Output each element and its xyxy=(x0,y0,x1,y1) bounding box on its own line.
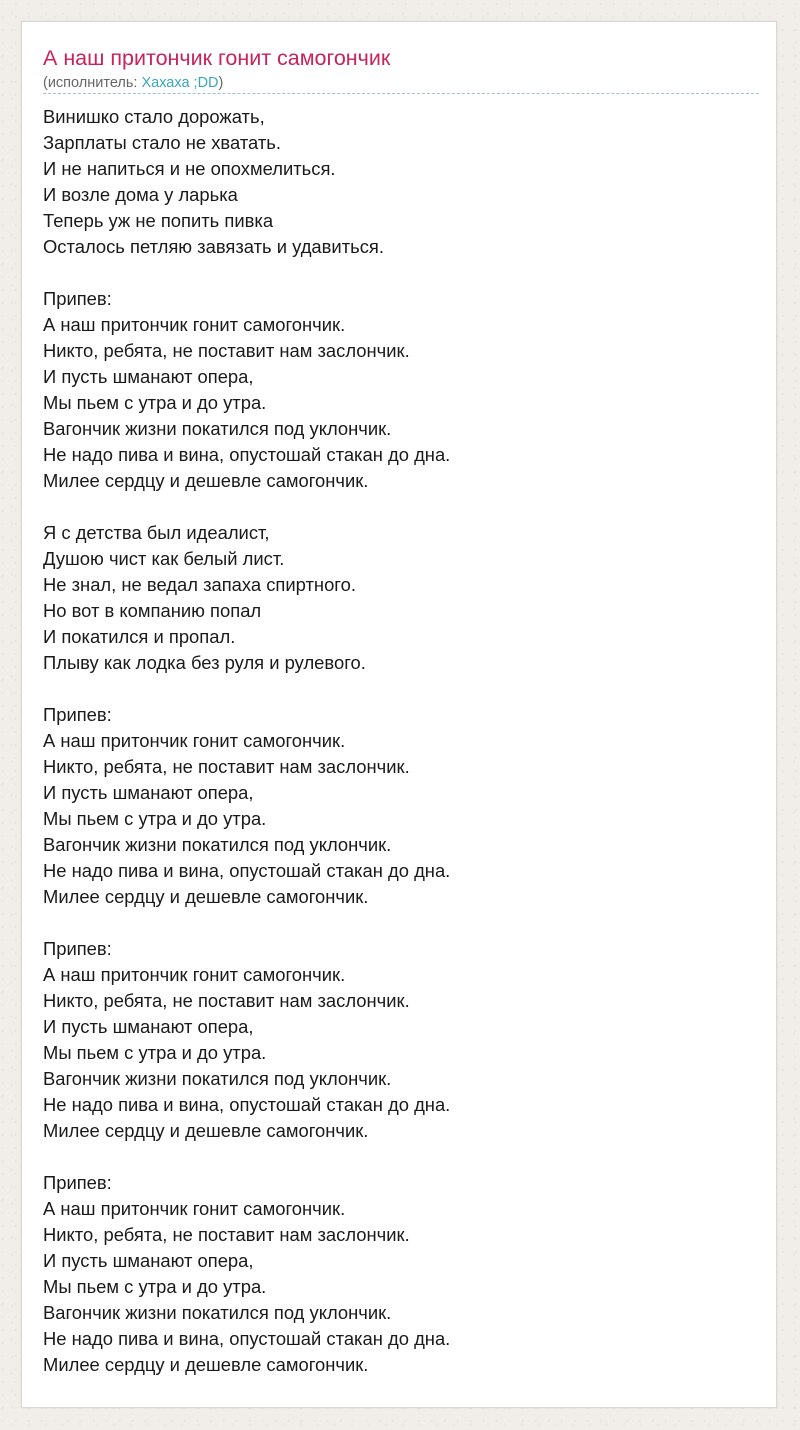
chorus-label: Припев: xyxy=(43,288,112,309)
lyric-line: Милее сердцу и дешевле самогончик. xyxy=(43,470,369,491)
lyrics-stanza xyxy=(43,286,759,494)
chorus-label: Припев: xyxy=(43,938,112,959)
lyric-line: Не знал, не ведал запаха спиртного. xyxy=(43,574,356,595)
song-title: А наш притончик гонит самогончик xyxy=(43,46,391,70)
lyric-line: Мы пьем с утра и до утра. xyxy=(43,1276,267,1297)
lyric-line: И пусть шманают опера, xyxy=(43,1016,254,1037)
lyric-line: И пусть шманают опера, xyxy=(43,1250,254,1271)
lyric-line: И возле дома у ларька xyxy=(43,184,238,205)
lyric-line: Милее сердцу и дешевле самогончик. xyxy=(43,886,369,907)
title-divider xyxy=(43,93,759,94)
lyrics-card xyxy=(21,21,777,1408)
lyric-line: Осталось петляю завязать и удавиться. xyxy=(43,236,384,257)
lyric-line: Никто, ребята, не поставит нам заслончик. xyxy=(43,990,410,1011)
lyric-line: Мы пьем с утра и до утра. xyxy=(43,392,267,413)
lyric-line: Душою чист как белый лист. xyxy=(43,548,285,569)
lyric-line: Вагончик жизни покатился под уклончик. xyxy=(43,1068,392,1089)
lyric-line: Мы пьем с утра и до утра. xyxy=(43,1042,267,1063)
lyric-line: И не напиться и не опохмелиться. xyxy=(43,158,336,179)
lyric-line: Никто, ребята, не поставит нам заслончик. xyxy=(43,756,410,777)
lyric-line: И покатился и пропал. xyxy=(43,626,236,647)
lyric-line: Теперь уж не попить пивка xyxy=(43,210,274,231)
lyric-line: Не надо пива и вина, опустошай стакан до дна. xyxy=(43,1094,451,1115)
lyric-line: Винишко стало дорожать, xyxy=(43,106,265,127)
lyric-line: Зарплаты стало не хватать. xyxy=(43,132,281,153)
lyric-line: Но вот в компанию попал xyxy=(43,600,262,621)
lyric-line: Вагончик жизни покатился под уклончик. xyxy=(43,834,392,855)
lyric-line: Вагончик жизни покатился под уклончик. xyxy=(43,1302,392,1323)
lyric-line: Милее сердцу и дешевле самогончик. xyxy=(43,1120,369,1141)
artist-suffix: ) xyxy=(218,75,224,91)
lyric-line: Мы пьем с утра и до утра. xyxy=(43,808,267,829)
lyric-line: Никто, ребята, не поставит нам заслончик. xyxy=(43,1224,410,1245)
lyric-line: Не надо пива и вина, опустошай стакан до дна. xyxy=(43,860,451,881)
lyrics-body xyxy=(43,104,759,1404)
artist-prefix: (исполнитель: xyxy=(43,75,142,91)
lyrics-stanza xyxy=(43,936,759,1144)
artist-byline xyxy=(43,73,223,93)
lyric-line: Никто, ребята, не поставит нам заслончик. xyxy=(43,340,410,361)
lyrics-stanza xyxy=(43,702,759,910)
lyric-line: Не надо пива и вина, опустошай стакан до дна. xyxy=(43,444,451,465)
lyric-line: И пусть шманают опера, xyxy=(43,782,254,803)
chorus-label: Припев: xyxy=(43,704,112,725)
lyric-line: Плыву как лодка без руля и рулевого. xyxy=(43,652,366,673)
lyric-line: Вагончик жизни покатился под уклончик. xyxy=(43,418,392,439)
lyric-line: Милее сердцу и дешевле самогончик. xyxy=(43,1354,369,1375)
lyric-line: А наш притончик гонит самогончик. xyxy=(43,730,346,751)
chorus-label: Припев: xyxy=(43,1172,112,1193)
lyrics-stanza xyxy=(43,104,759,260)
lyric-line: Я с детства был идеалист, xyxy=(43,522,270,543)
lyric-line: Не надо пива и вина, опустошай стакан до дна. xyxy=(43,1328,451,1349)
lyric-line: А наш притончик гонит самогончик. xyxy=(43,964,346,985)
artist-link[interactable]: Хахаха ;DD xyxy=(141,75,219,91)
lyric-line: А наш притончик гонит самогончик. xyxy=(43,314,346,335)
lyrics-stanza xyxy=(43,520,759,676)
lyric-line: И пусть шманают опера, xyxy=(43,366,254,387)
lyrics-stanza xyxy=(43,1170,759,1378)
lyric-line: А наш притончик гонит самогончик. xyxy=(43,1198,346,1219)
